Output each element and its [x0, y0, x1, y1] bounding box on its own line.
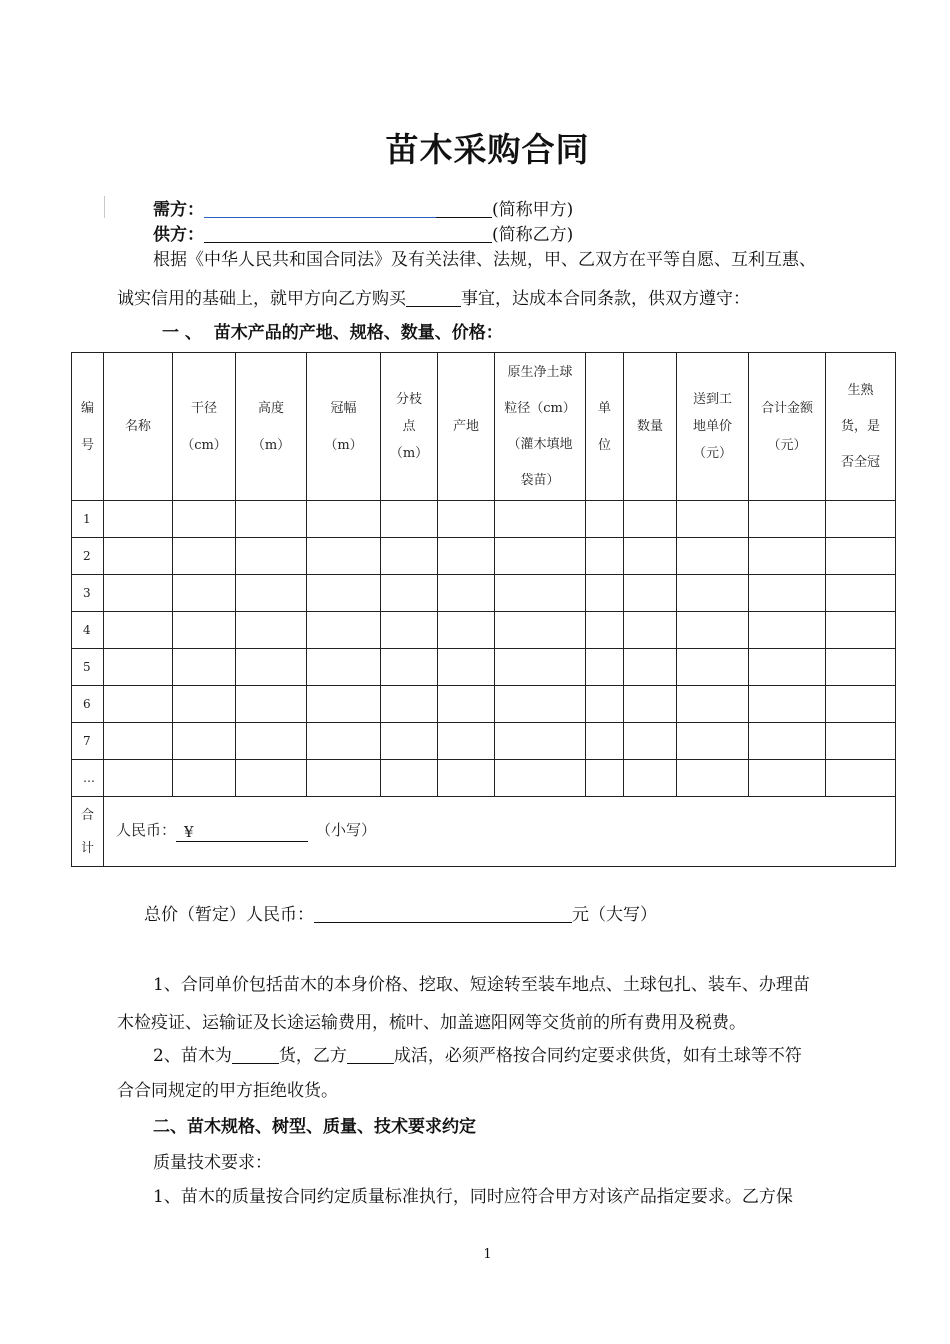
- row-number: 4: [72, 612, 104, 649]
- goods-state-blank[interactable]: [232, 1046, 279, 1064]
- intro-line-2: [117, 289, 750, 309]
- clause-1-line-2: 木检疫证、运输证及长途运输费用，梳叶、加盖遮阳网等交货前的所有费用及税费。: [117, 1013, 746, 1033]
- supply-party-line: [153, 225, 573, 245]
- header-unit-price: 送到工 地单价 （元）: [677, 353, 749, 501]
- clause-1-line-1: 1、合同单价包括苗木的本身价格、挖取、短途转至装车地点、土球包扎、装车、办理苗: [153, 975, 810, 995]
- intro-line-1: 根据《中华人民共和国合同法》及有关法律、法规，甲、乙双方在平等自愿、互利互惠、: [153, 250, 816, 270]
- table-row: [72, 760, 896, 797]
- header-origin: 产地: [438, 353, 495, 501]
- total-amount-blank[interactable]: [176, 823, 308, 842]
- total-price-blank[interactable]: [314, 905, 572, 923]
- demand-label: 需方：: [153, 200, 204, 220]
- intro-line-2-a: 诚实信用的基础上，就甲方向乙方购买: [117, 289, 406, 309]
- text-cursor: [104, 196, 105, 218]
- header-branch-point: 分枝 点 （m）: [381, 353, 438, 501]
- row-number: 3: [72, 575, 104, 612]
- intro-line-2-b: 事宜，达成本合同条款，供双方遵守：: [461, 289, 750, 309]
- supply-suffix: (简称乙方): [492, 225, 574, 245]
- supply-label: 供方：: [153, 225, 204, 245]
- section-1-heading: 一 、 苗木产品的产地、规格、数量、价格：: [162, 323, 503, 343]
- table-total-row: [72, 797, 896, 867]
- header-no: 编 号: [72, 353, 104, 501]
- clause-2-a: 2、苗木为: [153, 1046, 232, 1066]
- yen-sign: ¥: [184, 823, 194, 841]
- total-price-suffix: 元（大写）: [572, 905, 657, 925]
- header-soil-ball: 原生净土球 粒径（cm） （灌木填地 袋苗）: [495, 353, 586, 501]
- row-number: 6: [72, 686, 104, 723]
- row-number: 7: [72, 723, 104, 760]
- survival-blank[interactable]: [347, 1046, 394, 1064]
- row-number: …: [72, 760, 104, 797]
- section-2-heading: 二、苗木规格、树型、质量、技术要求约定: [153, 1117, 476, 1137]
- total-lowercase-suffix: （小写）: [316, 821, 377, 839]
- table-row: [72, 612, 896, 649]
- demand-name-blank[interactable]: [204, 200, 436, 218]
- total-rmb-label: 人民币：: [116, 821, 177, 839]
- header-crown: 冠幅 （m）: [307, 353, 381, 501]
- purchase-item-blank[interactable]: [406, 289, 461, 307]
- header-quantity: 数量: [624, 353, 677, 501]
- goods-table: [71, 352, 896, 867]
- total-label: 合 计: [72, 797, 104, 867]
- header-diameter: 干径 （cm）: [173, 353, 236, 501]
- table-header-row: [72, 353, 896, 501]
- total-price-prefix: 总价（暂定）人民币：: [144, 905, 314, 925]
- total-amount-cell[interactable]: [104, 797, 896, 867]
- table-row: [72, 723, 896, 760]
- clause-2-line-2: 合合同规定的甲方拒绝收货。: [117, 1081, 338, 1101]
- clause-2-line-1: [153, 1046, 802, 1066]
- header-state: 生熟 货，是 否全冠: [826, 353, 896, 501]
- header-height: 高度 （m）: [236, 353, 307, 501]
- table-row: [72, 686, 896, 723]
- header-unit: 单 位: [586, 353, 624, 501]
- header-amount: 合计金额 （元）: [749, 353, 826, 501]
- demand-party-line: [153, 200, 573, 220]
- total-price-line: [144, 905, 657, 925]
- supply-name-blank[interactable]: [204, 225, 492, 243]
- table-row: [72, 649, 896, 686]
- table-row: [72, 501, 896, 538]
- demand-name-blank-tail[interactable]: [436, 200, 492, 218]
- clause-2-b: 货，乙方: [278, 1046, 347, 1066]
- row-number: 2: [72, 538, 104, 575]
- row-number: 5: [72, 649, 104, 686]
- header-name: 名称: [104, 353, 173, 501]
- quality-line-1: 1、苗木的质量按合同约定质量标准执行，同时应符合甲方对该产品指定要求。乙方保: [153, 1187, 793, 1207]
- quality-heading: 质量技术要求：: [153, 1153, 272, 1173]
- demand-suffix: (简称甲方): [492, 200, 574, 220]
- page-number: 1: [483, 1247, 492, 1262]
- document-title: 苗木采购合同: [385, 130, 590, 169]
- clause-2-c: 成活，必须严格按合同约定要求供货，如有土球等不符: [393, 1046, 802, 1066]
- table-row: [72, 538, 896, 575]
- row-number: 1: [72, 501, 104, 538]
- table-row: [72, 575, 896, 612]
